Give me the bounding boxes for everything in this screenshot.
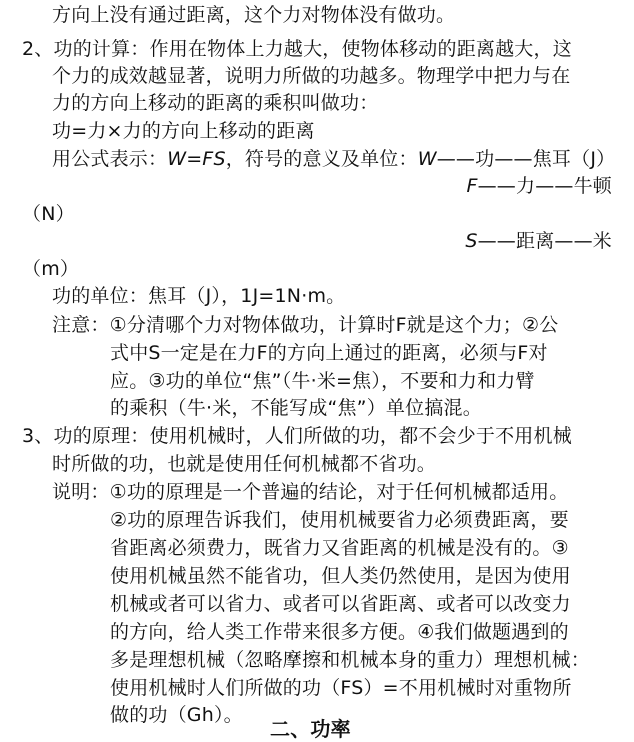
- text-line: 方向上没有通过距离，这个力对物体没有做功。: [52, 4, 456, 26]
- symbol-s: S: [465, 230, 478, 252]
- formula-expression: W=FS: [167, 148, 226, 170]
- work-unit-line: 功的单位：焦耳（J），1J=1N·m。: [52, 285, 346, 307]
- unit-n-line: （N）: [22, 203, 75, 225]
- symbol-w-meaning: ——功——焦耳（J）: [436, 148, 616, 170]
- explanation-line: 省距离必须费力，既省力又省距离的机械是没有的。③: [110, 537, 569, 559]
- unit-m-line: （m）: [22, 258, 80, 280]
- explanation-line: 使用机械时人们所做的功（FS）=不用机械时对重物所: [110, 677, 572, 699]
- note-line: 应。③功的单位“焦”（牛·米=焦），不要和力和力臂: [110, 370, 535, 392]
- section-2-heading-line: 2、功的计算：作用在物体上力越大，使物体移动的距离越大，这: [22, 38, 572, 60]
- formula-prefix: 用公式表示：: [52, 148, 168, 170]
- text-line: 个力的成效越显著，说明力所做的功越多。物理学中把力与在: [52, 65, 571, 87]
- symbol-w: W: [417, 148, 437, 170]
- symbol-f-line: [466, 173, 612, 199]
- explanation-line: 做的功（Gh）。: [110, 704, 243, 726]
- symbol-f-meaning: ——力——牛顿: [477, 175, 612, 197]
- formula-line: [52, 146, 615, 172]
- note-line: 注意：①分清哪个力对物体做功，计算时F就是这个力；②公: [52, 314, 559, 336]
- symbol-s-line: [465, 228, 612, 254]
- symbol-s-meaning: ——距离——米: [477, 230, 612, 252]
- section-3-heading-line: 3、功的原理：使用机械时，人们所做的功，都不会少于不用机械: [22, 425, 572, 447]
- formula-mid: ，符号的意义及单位：: [225, 148, 418, 170]
- formula-word-line: 功=力×力的方向上移动的距离: [52, 120, 315, 142]
- text-line: 力的方向上移动的距离的乘积叫做功：: [52, 92, 379, 114]
- note-line: 式中S一定是在力F的方向上通过的距离，必须与F对: [110, 342, 548, 364]
- section-heading-power: 二、功率: [270, 717, 351, 741]
- note-line: 的乘积（牛·米，不能写成“焦”）单位搞混。: [110, 397, 482, 419]
- text-line: 时所做的功，也就是使用任何机械都不省功。: [52, 453, 437, 475]
- explanation-line: 说明：①功的原理是一个普遍的结论，对于任何机械都适用。: [52, 481, 569, 503]
- explanation-line: ②功的原理告诉我们，使用机械要省力必须费距离，要: [110, 509, 569, 531]
- explanation-line: 使用机械虽然不能省功，但人类仍然使用，是因为使用: [110, 565, 571, 587]
- explanation-line: 多是理想机械（忽略摩擦和机械本身的重力）理想机械：: [110, 649, 591, 671]
- explanation-line: 机械或者可以省力、或者可以省距离、或者可以改变力: [110, 593, 571, 615]
- symbol-f: F: [466, 175, 478, 197]
- explanation-line: 的方向，给人类工作带来很多方便。④我们做题遇到的: [110, 621, 569, 643]
